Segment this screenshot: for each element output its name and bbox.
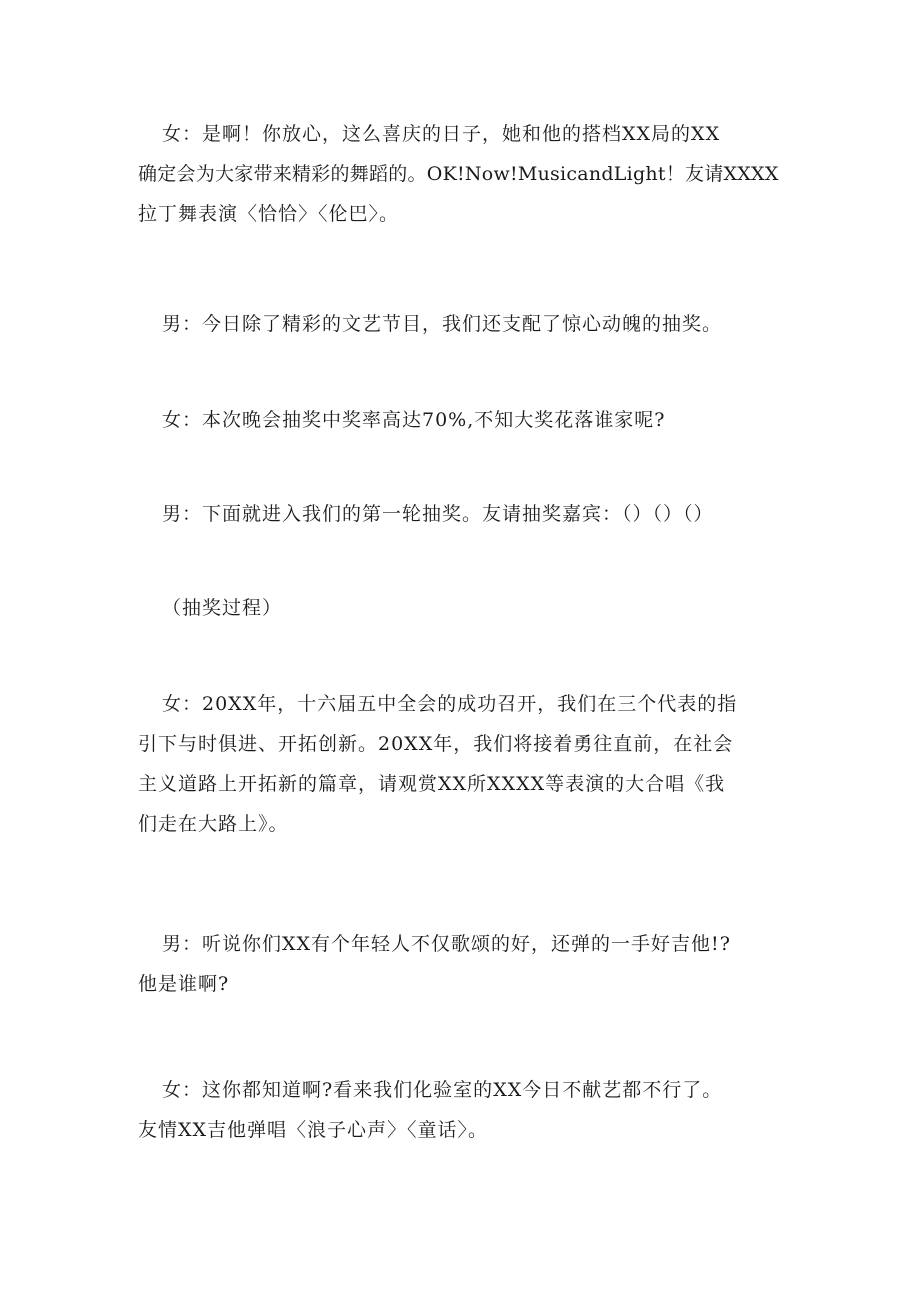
text-line: 确定会为大家带来精彩的舞蹈的。OK!Now!MusicandLight！友请XXXX <box>138 163 779 185</box>
text-line: 男：下面就进入我们的第一轮抽奖。友请抽奖嘉宾：（）（）（） <box>162 503 714 525</box>
text-line: 男：今日除了精彩的文艺节目，我们还支配了惊心动魄的抽奖。 <box>162 313 723 335</box>
paragraph-dialogue-6 <box>138 924 788 1004</box>
paragraph-dialogue-3 <box>138 400 788 440</box>
text-line: 女：这你都知道啊?看来我们化验室的XX今日不献艺都不行了。 <box>162 1079 723 1101</box>
paragraph-dialogue-4 <box>138 494 788 534</box>
text-line: 男：听说你们XX有个年轻人不仅歌颂的好，还弹的一手好吉他!? <box>162 933 731 955</box>
text-line: 主义道路上开拓新的篇章，请观赏XX所XXXX等表演的大合唱《我 <box>138 773 726 795</box>
text-line: 女：20XX年，十六届五中全会的成功召开，我们在三个代表的指 <box>162 693 738 715</box>
text-line: 女：本次晚会抽奖中奖率高达70%,不知大奖花落谁家呢? <box>162 409 666 431</box>
text-line: 女：是啊！你放心，这么喜庆的日子，她和他的搭档XX局的XX <box>162 123 721 145</box>
paragraph-dialogue-7 <box>138 1070 788 1150</box>
paragraph-stage-direction <box>138 588 788 628</box>
text-line: 拉丁舞表演〈恰恰〉〈伦巴〉。 <box>138 203 400 225</box>
text-line: 引下与时俱进、开拓创新。20XX年，我们将接着勇往直前，在社会 <box>138 733 734 755</box>
paragraph-dialogue-1 <box>138 114 788 234</box>
text-line: 友情XX吉他弹唱〈浪子心声〉〈童话〉。 <box>138 1119 489 1141</box>
text-line: 们走在大路上》。 <box>138 813 289 835</box>
paragraph-dialogue-2 <box>138 304 788 344</box>
text-line: 他是谁啊? <box>138 973 230 995</box>
text-line: （抽奖过程） <box>162 597 283 619</box>
paragraph-dialogue-5 <box>138 684 788 844</box>
